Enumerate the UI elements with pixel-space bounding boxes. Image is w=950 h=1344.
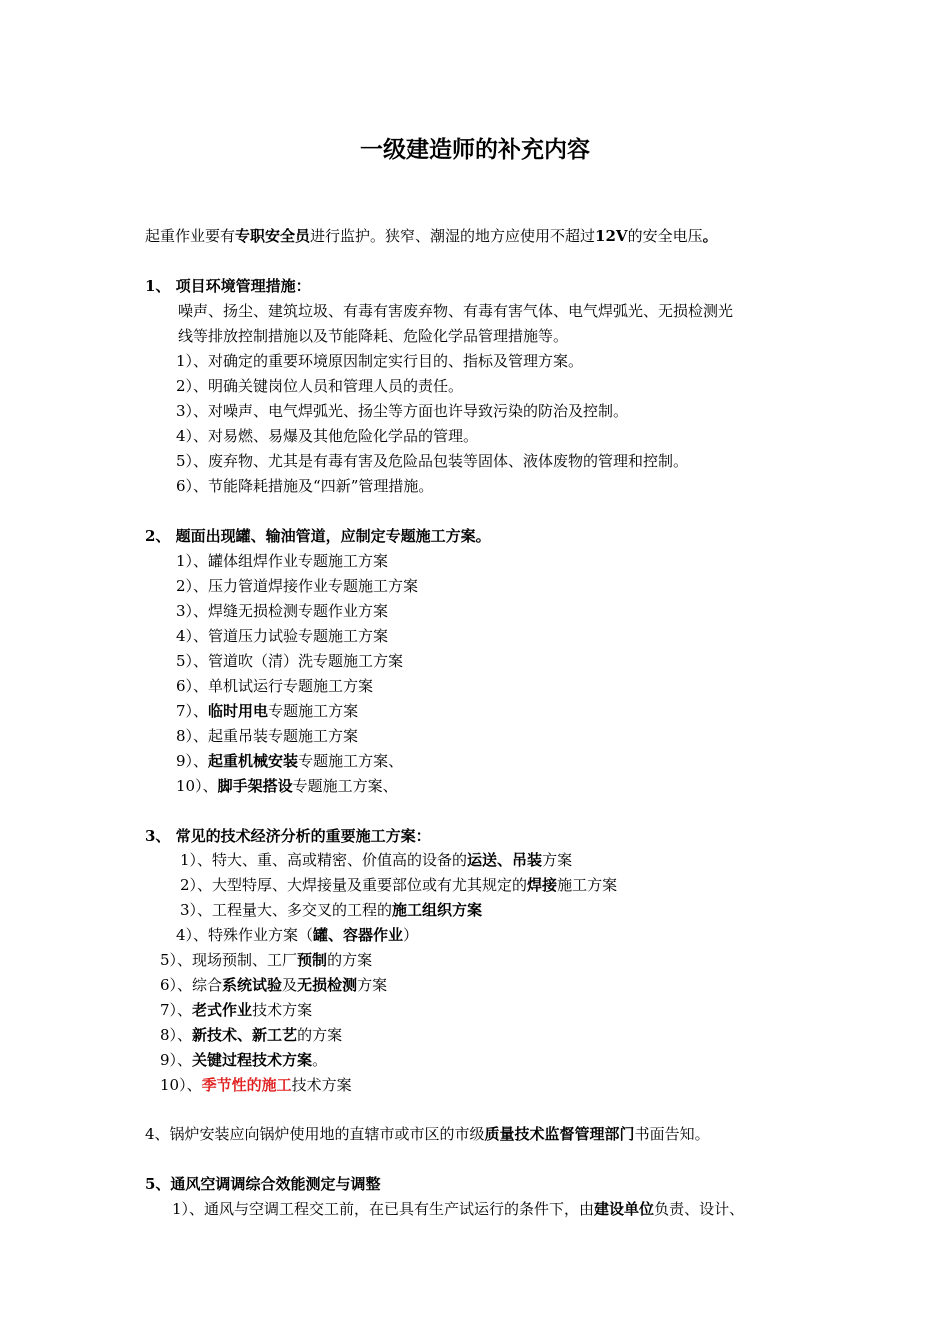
section-5-heading: 5、通风空调调综合效能测定与调整 [145, 1175, 381, 1193]
list-item [176, 776, 398, 796]
text-bold: 无损检测 [297, 976, 358, 994]
list-item [160, 1075, 352, 1095]
text: 。 [312, 1051, 328, 1069]
text: 7）、 [176, 702, 209, 720]
text: 技术方案 [291, 1076, 352, 1094]
text: 7）、 [160, 1001, 193, 1019]
list-item [180, 850, 572, 870]
text-bold: 系统试验 [222, 976, 283, 994]
paragraph-line: 线等排放控制措施以及节能降耗、危险化学品管理措施等。 [178, 327, 569, 345]
text: 专题施工方案、 [292, 777, 398, 795]
text: 专题施工方案 [268, 702, 359, 720]
intro-paragraph [145, 226, 718, 246]
list-item: 1）、罐体组焊作业专题施工方案 [176, 552, 389, 570]
text: 5）、现场预制、工厂 [160, 951, 298, 969]
text-bold: 起重机械安装 [208, 752, 299, 770]
text-bold: 建设单位 [594, 1200, 655, 1218]
text-bold: 预制 [297, 951, 328, 969]
text-bold: 运送、吊装 [467, 851, 543, 869]
list-item [176, 925, 418, 945]
list-item [160, 1000, 312, 1020]
list-item: 5）、废弃物、尤其是有毒有害及危险品包装等固体、液体废物的管理和控制。 [176, 452, 689, 470]
text: 负责、设计、 [654, 1200, 745, 1218]
text-bold: 新技术、新工艺 [192, 1026, 298, 1044]
text: 的安全电压 [627, 227, 703, 245]
list-item: 6）、单机试运行专题施工方案 [176, 677, 374, 695]
text-bold: 专职安全员 [235, 227, 311, 245]
text: 起重作业要有 [145, 227, 236, 245]
text: 10）、 [176, 777, 218, 795]
list-item: 1）、对确定的重要环境原因制定实行目的、指标及管理方案。 [176, 352, 584, 370]
text-bold: 关键过程技术方案 [192, 1051, 313, 1069]
text: 1）、特大、重、高或精密、价值高的设备的 [180, 851, 468, 869]
list-item [172, 1199, 744, 1219]
text-red-emphasis: 季节性的施工 [201, 1076, 292, 1094]
text: 9）、 [176, 752, 209, 770]
text: 4、锅炉安装应向锅炉使用地的直辖市或市区的市级 [145, 1125, 485, 1143]
section-3-heading: 3、 常见的技术经济分析的重要施工方案： [145, 827, 431, 845]
text: 9）、 [160, 1051, 193, 1069]
text: 方案 [542, 851, 573, 869]
text: 的方案 [297, 1026, 343, 1044]
text-bold: 临时用电 [208, 702, 269, 720]
text: 2）、大型特厚、大焊接量及重要部位或有尤其规定的 [180, 876, 528, 894]
section-2-heading: 2、 题面出现罐、输油管道，应制定专题施工方案。 [145, 527, 491, 545]
list-item [176, 701, 358, 721]
list-item: 4）、对易燃、易爆及其他危险化学品的管理。 [176, 427, 479, 445]
page-title: 一级建造师的补充内容 [360, 137, 590, 163]
list-item: 3）、对噪声、电气焊弧光、扬尘等方面也许导致污染的防治及控制。 [176, 402, 629, 420]
text: 10）、 [160, 1076, 202, 1094]
text: 1）、通风与空调工程交工前，在已具有生产试运行的条件下，由 [172, 1200, 595, 1218]
text-bold: 。 [702, 227, 718, 245]
text: 技术方案 [252, 1001, 313, 1019]
text-bold: 焊接 [527, 876, 558, 894]
list-item [160, 1025, 342, 1045]
text-bold: 质量技术监督管理部门 [484, 1125, 635, 1143]
text-bold: 脚手架搭设 [217, 777, 293, 795]
text: 8）、 [160, 1026, 193, 1044]
text: 书面告知。 [634, 1125, 710, 1143]
list-item: 3）、焊缝无损检测专题作业方案 [176, 602, 389, 620]
section-4-paragraph [145, 1124, 710, 1144]
text-bold: 老式作业 [192, 1001, 253, 1019]
list-item [176, 751, 403, 771]
section-1-heading: 1、 项目环境管理措施： [145, 277, 311, 295]
list-item: 2）、压力管道焊接作业专题施工方案 [176, 577, 419, 595]
text: 的方案 [327, 951, 373, 969]
text: 施工方案 [557, 876, 618, 894]
text: 进行监护。狭窄、潮湿的地方应使用不超过 [310, 227, 596, 245]
text: 6）、综合 [160, 976, 223, 994]
list-item [160, 975, 387, 995]
text: 及 [282, 976, 298, 994]
text: 方案 [357, 976, 388, 994]
list-item: 4）、管道压力试验专题施工方案 [176, 627, 389, 645]
list-item: 6）、节能降耗措施及“四新”管理措施。 [176, 477, 434, 495]
list-item: 5）、管道吹（清）洗专题施工方案 [176, 652, 404, 670]
text: 3）、工程量大、多交叉的工程的 [180, 901, 393, 919]
text-bold: 12V [595, 227, 628, 245]
list-item [160, 950, 372, 970]
text: 4）、特殊作业方案（ [176, 926, 314, 944]
list-item: 2）、明确关键岗位人员和管理人员的责任。 [176, 377, 464, 395]
list-item [180, 900, 482, 920]
list-item [160, 1050, 327, 1070]
list-item [180, 875, 617, 895]
text: ） [403, 926, 419, 944]
list-item: 8）、起重吊装专题施工方案 [176, 727, 359, 745]
paragraph-line: 噪声、扬尘、建筑垃圾、有毒有害废弃物、有毒有害气体、电气焊弧光、无损检测光 [178, 302, 734, 320]
text-bold: 罐、容器作业 [313, 926, 404, 944]
text-bold: 施工组织方案 [392, 901, 483, 919]
text: 专题施工方案、 [298, 752, 404, 770]
